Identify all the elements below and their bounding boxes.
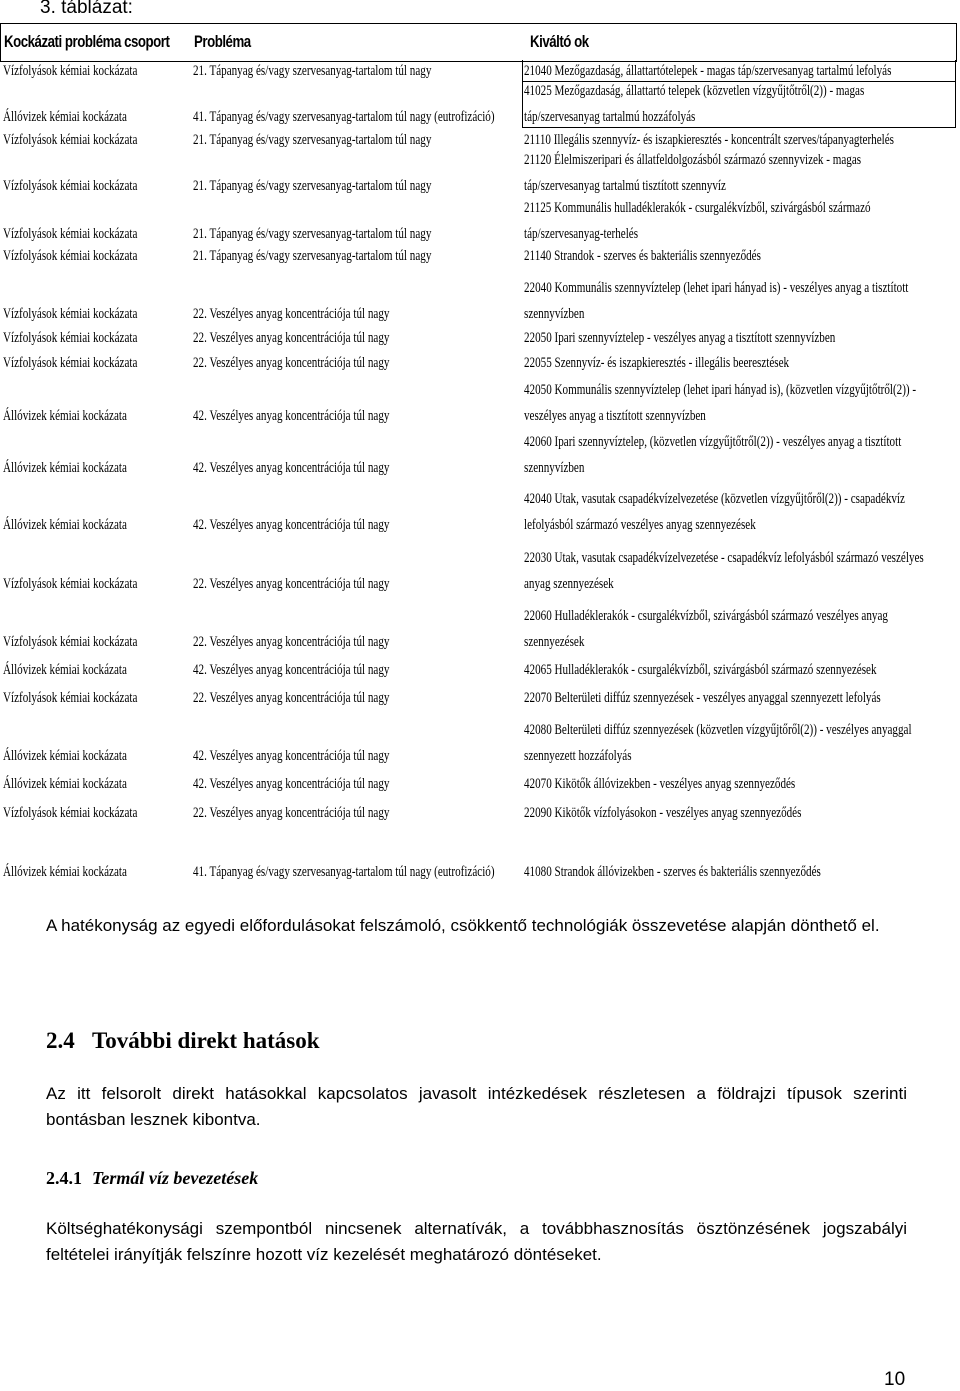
cell-problem: 42. Veszélyes anyag koncentrációja túl nagy [193,776,390,792]
table-row [0,536,960,595]
cell-risk-group: Vízfolyások kémiai kockázata [3,63,138,79]
cell-problem: 21. Tápanyag és/vagy szervesanyag-tartalom túl nagy [193,226,432,242]
cell-problem: 22. Veszélyes anyag koncentrációja túl nagy [193,355,390,371]
table-row [0,709,960,767]
cell-cause: 42050 Kommunális szennyvíztelep (lehet ipari hányad is), (közvetlen vízgyűjtőtről(2)) - veszélyes anyag a tisztított szennyvízben [524,382,917,424]
cell-cause: 41080 Strandok állóvizekben - szerves és bakteriális szennyeződés [524,864,821,880]
cell-problem: 21. Tápanyag és/vagy szervesanyag-tartalom túl nagy [193,132,432,148]
cell-problem: 42. Veszélyes anyag koncentrációja túl nagy [193,748,390,764]
cell-risk-group: Vízfolyások kémiai kockázata [3,576,138,592]
cell-risk-group: Állóvizek kémiai kockázata [3,776,127,792]
cell-cause: 22030 Utak, vasutak csapadékvízelvezetése - csapadékvíz lefolyásból származó veszélyes anyag szennyezések [524,550,924,592]
table-row [0,82,960,128]
cell-cause: 21120 Élelmiszeripari és állatfeldolgozásból származó szennyvizek - magas táp/szervesanyag tartalmú tisztított szennyvíz [524,152,862,194]
cell-cause: 42080 Belterületi diffúz szennyezések (közvetlen vízgyűjtőről(2)) - veszélyes anyaggal szennyezett hozzáfolyás [524,722,912,764]
header-problem: Probléma [194,32,251,51]
cell-risk-group: Vízfolyások kémiai kockázata [3,248,138,264]
table-row [0,595,960,653]
table-row [0,427,960,479]
cell-problem: 41. Tápanyag és/vagy szervesanyag-tartalom túl nagy (eutrofizáció) [193,109,495,125]
table-row [0,374,960,427]
cell-cause: 41025 Mezőgazdaság, állattartó telepek (közvetlen vízgyűjtőtről(2)) - magas táp/szervesanyag tartalmú hozzáfolyás [524,83,865,125]
cell-cause: 22060 Hulladéklerakók - csurgalékvízből, szivárgásból származó veszélyes anyag szennyezések [524,608,888,650]
cell-risk-group: Vízfolyások kémiai kockázata [3,805,138,821]
header-risk-group: Kockázati probléma csoport [4,32,170,51]
subsection-number: 2.4.1 [46,1168,82,1188]
cell-problem: 42. Veszélyes anyag koncentrációja túl nagy [193,662,390,678]
cell-cause: 22070 Belterületi diffúz szennyezések - veszélyes anyaggal szennyezett lefolyás [524,690,881,706]
cell-risk-group: Állóvizek kémiai kockázata [3,864,127,880]
cell-risk-group: Vízfolyások kémiai kockázata [3,634,138,650]
cell-problem: 22. Veszélyes anyag koncentrációja túl nagy [193,690,390,706]
cell-problem: 22. Veszélyes anyag koncentrációja túl nagy [193,576,390,592]
paragraph-thermal-water: Költséghatékonysági szempontból nincsenek alternatívák, a továbbhasznosítás ösztönzésének jogszabályi feltételei irányítják felszínre hozott víz kezelését meghatározó döntéseket. [46,1219,907,1264]
cell-cause: 42060 Ipari szennyvíztelep, (közvetlen vízgyűjtőtről(2)) - veszélyes anyag a tisztított szennyvízben [524,434,902,476]
table-row [0,479,960,536]
table-row [0,795,960,824]
cell-problem: 22. Veszélyes anyag koncentrációja túl nagy [193,306,390,322]
subsection-title: Termál víz bevezetések [92,1168,259,1188]
cell-risk-group: Vízfolyások kémiai kockázata [3,306,138,322]
cell-problem: 21. Tápanyag és/vagy szervesanyag-tartalom túl nagy [193,63,432,79]
cell-risk-group: Állóvizek kémiai kockázata [3,460,127,476]
cell-problem: 21. Tápanyag és/vagy szervesanyag-tartalom túl nagy [193,178,432,194]
cell-cause: 22055 Szennyvíz- és iszapkieresztés - illegális beeresztések [524,355,790,371]
table-row [0,653,960,681]
cell-risk-group: Állóvizek kémiai kockázata [3,109,127,125]
cell-problem: 22. Veszélyes anyag koncentrációja túl nagy [193,634,390,650]
table-caption: 3. táblázat: [40,0,133,18]
column-border [955,60,956,128]
cell-risk-group: Vízfolyások kémiai kockázata [3,330,138,346]
cell-problem: 21. Tápanyag és/vagy szervesanyag-tartalom túl nagy [193,248,432,264]
cell-problem: 42. Veszélyes anyag koncentrációja túl nagy [193,408,390,424]
cell-problem: 41. Tápanyag és/vagy szervesanyag-tartalom túl nagy (eutrofizáció) [193,864,495,880]
cell-risk-group: Vízfolyások kémiai kockázata [3,355,138,371]
table-row [0,245,960,267]
cell-risk-group: Állóvizek kémiai kockázata [3,748,127,764]
header-cause: Kiváltó ok [530,32,589,51]
section-number: 2.4 [46,1028,75,1053]
cell-cause: 42070 Kikötők állóvizekben - veszélyes anyag szennyeződés [524,776,796,792]
paragraph-efficiency: A hatékonyság az egyedi előfordulásokat felszámoló, csökkentő technológiák összevetése alapján dönthető el. [46,916,880,935]
cell-cause: 21125 Kommunális hulladéklerakók - csurgalékvízből, szivárgásból származó táp/szervesanyag-terhelés [524,200,871,242]
table-row [0,267,960,325]
table-row [0,325,960,349]
cell-cause: 21040 Mezőgazdaság, állattartótelepek - magas táp/szervesanyag tartalmú lefolyás [524,63,892,79]
table-header [0,23,957,62]
cell-cause: 21110 Illegális szennyvíz- és iszapkieresztés - koncentrált szerves/tápanyagterhelés [524,132,894,148]
cell-risk-group: Vízfolyások kémiai kockázata [3,690,138,706]
cell-problem: 22. Veszélyes anyag koncentrációja túl nagy [193,330,390,346]
section-title: További direkt hatások [92,1028,320,1053]
cell-cause: 22090 Kikötők vízfolyásokon - veszélyes anyag szennyeződés [524,805,802,821]
cell-risk-group: Vízfolyások kémiai kockázata [3,178,138,194]
table-row [0,824,960,883]
cell-cause: 42040 Utak, vasutak csapadékvízelvezetése (közvetlen vízgyűjtőről(2)) - csapadékvíz lefolyásból származó veszélyes anyag szennyezések [524,491,905,533]
table-row [0,197,960,245]
cell-risk-group: Vízfolyások kémiai kockázata [3,226,138,242]
cell-risk-group: Állóvizek kémiai kockázata [3,408,127,424]
table-row [0,681,960,709]
subsection-heading [46,1168,258,1189]
cell-cause: 22050 Ipari szennyvíztelep - veszélyes anyag a tisztított szennyvízben [524,330,836,346]
table-row [0,349,960,374]
cell-risk-group: Vízfolyások kémiai kockázata [3,132,138,148]
column-border [522,60,523,128]
cell-problem: 42. Veszélyes anyag koncentrációja túl nagy [193,517,390,533]
page-number: 10 [884,1369,906,1390]
cell-risk-group: Állóvizek kémiai kockázata [3,517,127,533]
section-heading [46,1028,320,1054]
cell-risk-group: Állóvizek kémiai kockázata [3,662,127,678]
cell-cause: 22040 Kommunális szennyvíztelep (lehet ipari hányad is) - veszélyes anyag a tisztított szennyvízben [524,280,909,322]
table-row [0,151,960,197]
cell-problem: 42. Veszélyes anyag koncentrációja túl nagy [193,460,390,476]
paragraph-direct-effects: Az itt felsorolt direkt hatásokkal kapcsolatos javasolt intézkedések részletesen a földrajzi típusok szerinti bontásban lesznek kibontva. [46,1084,907,1129]
cell-problem: 22. Veszélyes anyag koncentrációja túl nagy [193,805,390,821]
cell-cause: 42065 Hulladéklerakók - csurgalékvízből, szivárgásból származó szennyezések [524,662,877,678]
table-row [0,767,960,795]
cell-cause: 21140 Strandok - szerves és bakteriális szennyeződés [524,248,761,264]
